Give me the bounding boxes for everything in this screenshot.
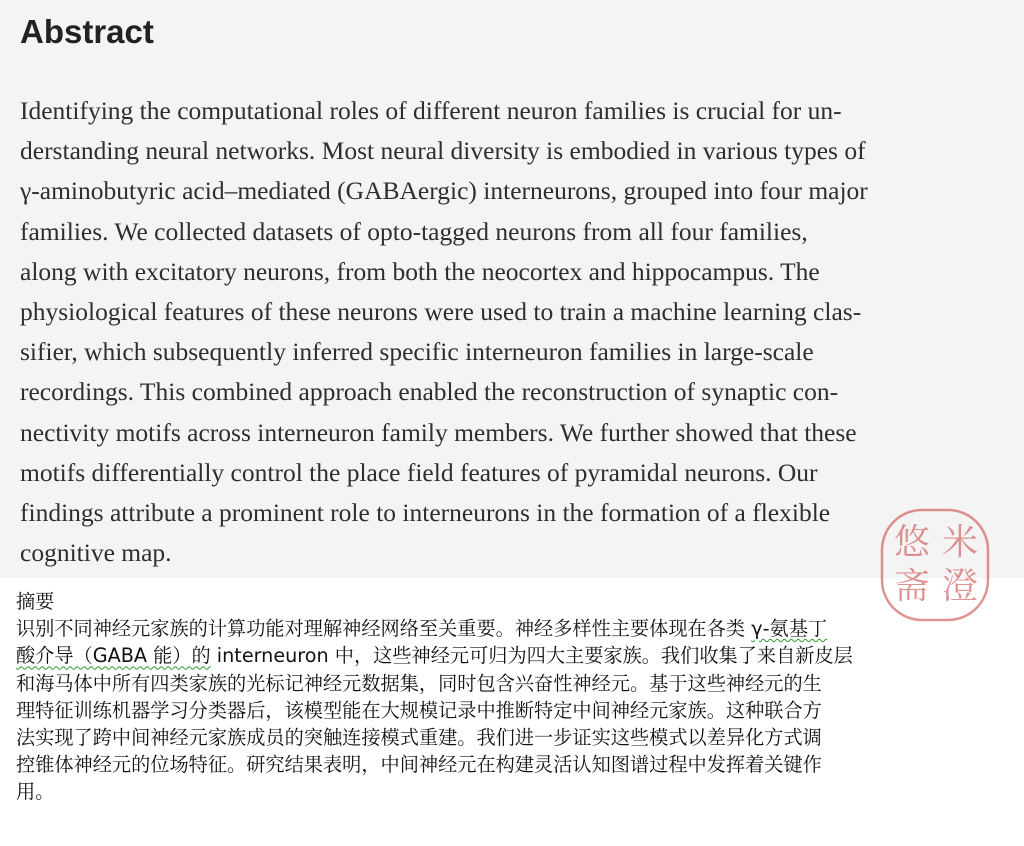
translation-text: interneuron 中，这些神经元可归为四大主要家族。我们收集了来自新皮层 — [210, 644, 853, 668]
translation-line: 用。 — [16, 780, 55, 804]
abstract-line: nectivity motifs across interneuron family members. We further showed that these — [20, 417, 857, 447]
translation-line: 理特征训练机器学习分类器后，该模型能在大规模记录中推断特定中间神经元家族。这种联合方 — [16, 698, 822, 722]
abstract-body — [20, 91, 1020, 573]
translation-text: 识别不同神经元家族的计算功能对理解神经网络至关重要。神经多样性主要体现在各类 — [16, 617, 752, 641]
abstract-line: along with excitatory neurons, from both the neocortex and hippocampus. The — [20, 256, 820, 286]
abstract-line: recordings. This combined approach enabled the reconstruction of synaptic con- — [20, 377, 839, 407]
translation-line: 控锥体神经元的位场特征。研究结果表明，中间神经元在构建灵活认知图谱过程中发挥着关键作 — [16, 753, 822, 777]
abstract-line: physiological features of these neurons were used to train a machine learning clas- — [20, 297, 862, 327]
translation-line: 法实现了跨中间神经元家族成员的突触连接模式重建。我们进一步证实这些模式以差异化方式调 — [16, 726, 822, 750]
abstract-line: motifs differentially control the place field features of pyramidal neurons. Our — [20, 457, 818, 487]
translation-line — [16, 615, 1020, 642]
seal-char: 澄 — [941, 566, 979, 607]
chinese-translation — [16, 588, 1020, 806]
seal-char: 米 — [941, 522, 979, 563]
abstract-line: sifier, which subsequently inferred specific interneuron families in large-scale — [20, 337, 814, 367]
seal-char: 斋 — [893, 566, 931, 607]
spellcheck-underlined-text: γ-氨基丁 — [751, 617, 828, 641]
translation-line: 和海马体中所有四类家族的光标记神经元数据集，同时包含兴奋性神经元。基于这些神经元的生 — [16, 671, 822, 695]
abstract-line: findings attribute a prominent role to interneurons in the formation of a flexible — [20, 498, 831, 528]
abstract-line: γ-aminobutyric acid–mediated (GABAergic) interneurons, grouped into four major — [20, 176, 868, 206]
abstract-line: derstanding neural networks. Most neural diversity is embodied in various types of — [20, 136, 866, 166]
spellcheck-underlined-text: 酸介导（GABA 能）的 — [16, 644, 211, 668]
translation-title: 摘要 — [16, 590, 55, 613]
abstract-line: Identifying the computational roles of different neuron families is crucial for un- — [20, 96, 842, 125]
abstract-line: families. We collected datasets of opto-tagged neurons from all four families, — [20, 216, 808, 246]
seal-char: 悠 — [893, 522, 931, 563]
translation-line — [16, 642, 1020, 669]
seal-stamp — [876, 506, 994, 624]
abstract-heading: Abstract — [20, 13, 154, 50]
abstract-line: cognitive map. — [20, 538, 172, 568]
